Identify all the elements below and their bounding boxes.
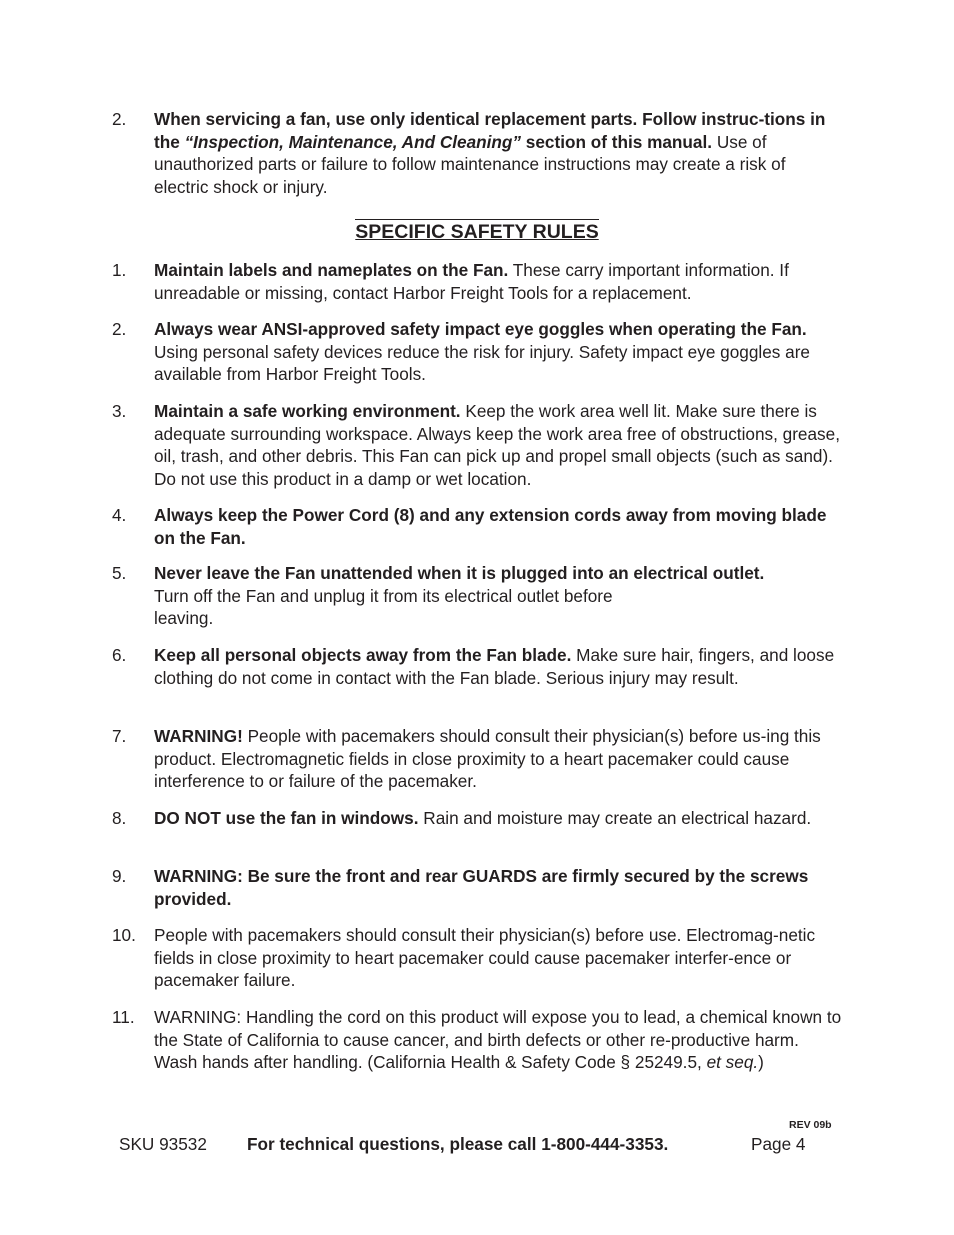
rule-tail-text: ) — [758, 1052, 764, 1073]
rule-body-text: Keep the work area well lit. Make sure there is adequate surrounding workspace. Always keep the work area free of obstructions, grease, oil, trash, and other debris. This Fan can pick up and propel small objects (such as sand). Do not use this product in a damp or wet location. — [154, 401, 840, 489]
rule-text — [154, 644, 842, 689]
item-number: 2. — [112, 109, 127, 129]
rule-number: 2. — [112, 319, 127, 339]
rule-bold-text: Maintain labels and nameplates on the Fan. — [154, 260, 509, 280]
rule-text — [154, 924, 842, 992]
rule-bold-text: Keep all personal objects away from the Fan blade. — [154, 645, 572, 665]
rule-item — [112, 725, 842, 793]
rule-text — [154, 259, 842, 304]
rule-item — [112, 865, 842, 910]
rule-body-text: These carry important information. If unreadable or missing, contact Harbor Freight Tools for a replacement. — [154, 260, 789, 303]
section-reference: “Inspection, Maintenance, And Cleaning” — [184, 131, 522, 152]
rule-text — [154, 725, 842, 793]
item-body-text: Use of unauthorized parts or failure to follow maintenance instructions may create a risk of electric shock or injury. — [154, 131, 786, 197]
rule-number: 6. — [112, 645, 127, 665]
rule-body-text: People with pacemakers should consult their physician(s) before use. Electromag-netic fields in close proximity to heart pacemaker could cause pacemaker interfer-ence or pacemaker failure. — [154, 925, 816, 991]
rule-number: 5. — [112, 563, 127, 583]
rule-number: 7. — [112, 726, 127, 746]
section-heading — [0, 219, 954, 243]
rule-body-text: People with pacemakers should consult their physician(s) before us-ing this product. Electromagnetic fields in close proximity to a heart pacemaker could cause interference to or failure of the pacemaker. — [154, 726, 821, 792]
rule-body-text: Rain and moisture may create an electrical hazard. — [418, 808, 812, 828]
rule-number: 10. — [112, 925, 136, 945]
heading-text: SPECIFIC SAFETY RULES — [355, 221, 599, 243]
footer-contact: For technical questions, please call 1-800-444-3353. — [247, 1134, 669, 1154]
item-bold-text: When servicing a fan, use only identical replacement parts. Follow instruc-tions in the — [154, 109, 826, 152]
rule-number: 1. — [112, 260, 127, 280]
rule-text — [154, 807, 842, 830]
rule-item — [112, 1006, 842, 1074]
rule-number: 11. — [112, 1007, 135, 1027]
rule-bold-text: Maintain a safe working environment. — [154, 401, 461, 421]
rule-bold-text: DO NOT use the fan in windows. — [154, 808, 419, 828]
rule-bold-text: WARNING: Be sure the front and rear GUARDS are firmly secured by the screws provided. — [154, 866, 809, 909]
rule-item — [112, 644, 842, 689]
rule-number: 8. — [112, 808, 127, 828]
rule-bold-text: Always keep the Power Cord (8) and any extension cords away from moving blade on the Fan. — [154, 505, 827, 548]
footer-sku: SKU 93532 — [119, 1134, 207, 1154]
rule-bold-text: Always wear ANSI-approved safety impact eye goggles when operating the Fan. — [154, 319, 807, 339]
rule-text — [154, 562, 842, 630]
rule-bold-text: Never leave the Fan unattended when it is plugged into an electrical outlet. — [154, 563, 765, 583]
rule-item — [112, 562, 842, 630]
footer-page-number: Page 4 — [751, 1134, 806, 1154]
rule-text — [154, 318, 842, 386]
item-text — [154, 108, 842, 198]
revision-label: REV 09b — [789, 1119, 832, 1131]
pre-item — [112, 108, 842, 198]
rule-text — [154, 865, 842, 910]
rule-item — [112, 400, 842, 490]
rule-number: 4. — [112, 505, 127, 525]
rule-text — [154, 400, 842, 490]
rule-bold-text: WARNING! — [154, 726, 243, 746]
rule-number: 9. — [112, 866, 127, 886]
rule-body-text: Turn off the Fan and unplug it from its electrical outlet before leaving. — [154, 585, 613, 629]
rule-text — [154, 504, 842, 549]
rule-item — [112, 259, 842, 304]
rule-body-text: Using personal safety devices reduce the risk for injury. Safety impact eye goggles are available from Harbor Freight Tools. — [154, 341, 810, 385]
rule-item — [112, 318, 842, 386]
rule-body-text: WARNING: Handling the cord on this product will expose you to lead, a chemical known to the State of California to cause cancer, and birth defects or other re-productive harm. Wash hands after handling. (California Health & Safety Code § 25249.5, — [154, 1007, 842, 1073]
rule-item — [112, 504, 842, 549]
rule-item — [112, 807, 842, 830]
rule-italic-text: et seq. — [706, 1052, 759, 1073]
rule-item — [112, 924, 842, 992]
rule-number: 3. — [112, 401, 127, 421]
rule-text — [154, 1006, 842, 1074]
item-bold-text-2: section of this manual. — [521, 131, 713, 152]
rule-body-text: Make sure hair, fingers, and loose clothing do not come in contact with the Fan blade. Serious injury may result. — [154, 645, 835, 688]
